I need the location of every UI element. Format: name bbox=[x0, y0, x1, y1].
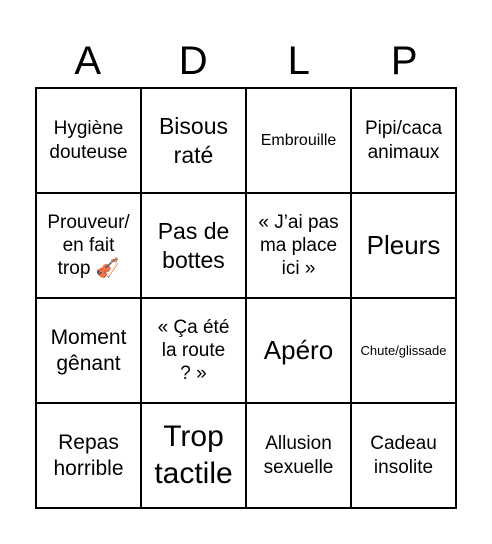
bingo-cell[interactable] bbox=[141, 193, 246, 298]
bingo-cell[interactable] bbox=[36, 193, 141, 298]
cell-text: Pipi/caca animaux bbox=[364, 118, 443, 163]
bingo-cell[interactable] bbox=[351, 298, 456, 403]
bingo-cell[interactable] bbox=[351, 193, 456, 298]
bingo-cell[interactable] bbox=[36, 403, 141, 508]
bingo-cell[interactable] bbox=[351, 88, 456, 193]
cell-text: Pleurs bbox=[366, 229, 441, 260]
cell-text: Moment gênant bbox=[50, 325, 127, 375]
cell-text: Cadeau insolite bbox=[370, 433, 437, 478]
bingo-cell[interactable] bbox=[141, 403, 246, 508]
cell-text: Chute/glissade bbox=[360, 342, 447, 358]
bingo-cell[interactable] bbox=[36, 298, 141, 403]
bingo-cell[interactable] bbox=[141, 298, 246, 403]
bingo-cell[interactable] bbox=[351, 403, 456, 508]
cell-text: « Ça été la route ? » bbox=[157, 316, 230, 385]
cell-text: Allusion sexuelle bbox=[263, 433, 334, 478]
header-letter-l: L bbox=[287, 39, 310, 83]
header-letter-d: D bbox=[178, 39, 208, 83]
cell-text: Pas de bottes bbox=[157, 218, 230, 273]
cell-text: Prouveur/ en fait trop 🎻 bbox=[47, 211, 130, 280]
bingo-cell[interactable] bbox=[246, 298, 351, 403]
bingo-header bbox=[35, 36, 457, 86]
bingo-cell[interactable] bbox=[246, 403, 351, 508]
cell-text: « J’ai pas ma place ici » bbox=[258, 211, 339, 280]
cell-text: Repas horrible bbox=[53, 430, 124, 480]
cell-text: Bisous raté bbox=[158, 113, 229, 168]
bingo-grid bbox=[35, 87, 457, 509]
bingo-cell[interactable] bbox=[246, 193, 351, 298]
cell-text: Embrouille bbox=[260, 131, 337, 149]
cell-text: Apéro bbox=[263, 334, 334, 365]
bingo-cell[interactable] bbox=[36, 88, 141, 193]
cell-text: Hygiène douteuse bbox=[49, 118, 128, 163]
cell-text: Trop tactile bbox=[154, 419, 233, 490]
header-letter-a: A bbox=[74, 39, 102, 83]
bingo-cell[interactable] bbox=[141, 88, 246, 193]
header-letter-p: P bbox=[390, 39, 418, 83]
bingo-cell[interactable] bbox=[246, 88, 351, 193]
